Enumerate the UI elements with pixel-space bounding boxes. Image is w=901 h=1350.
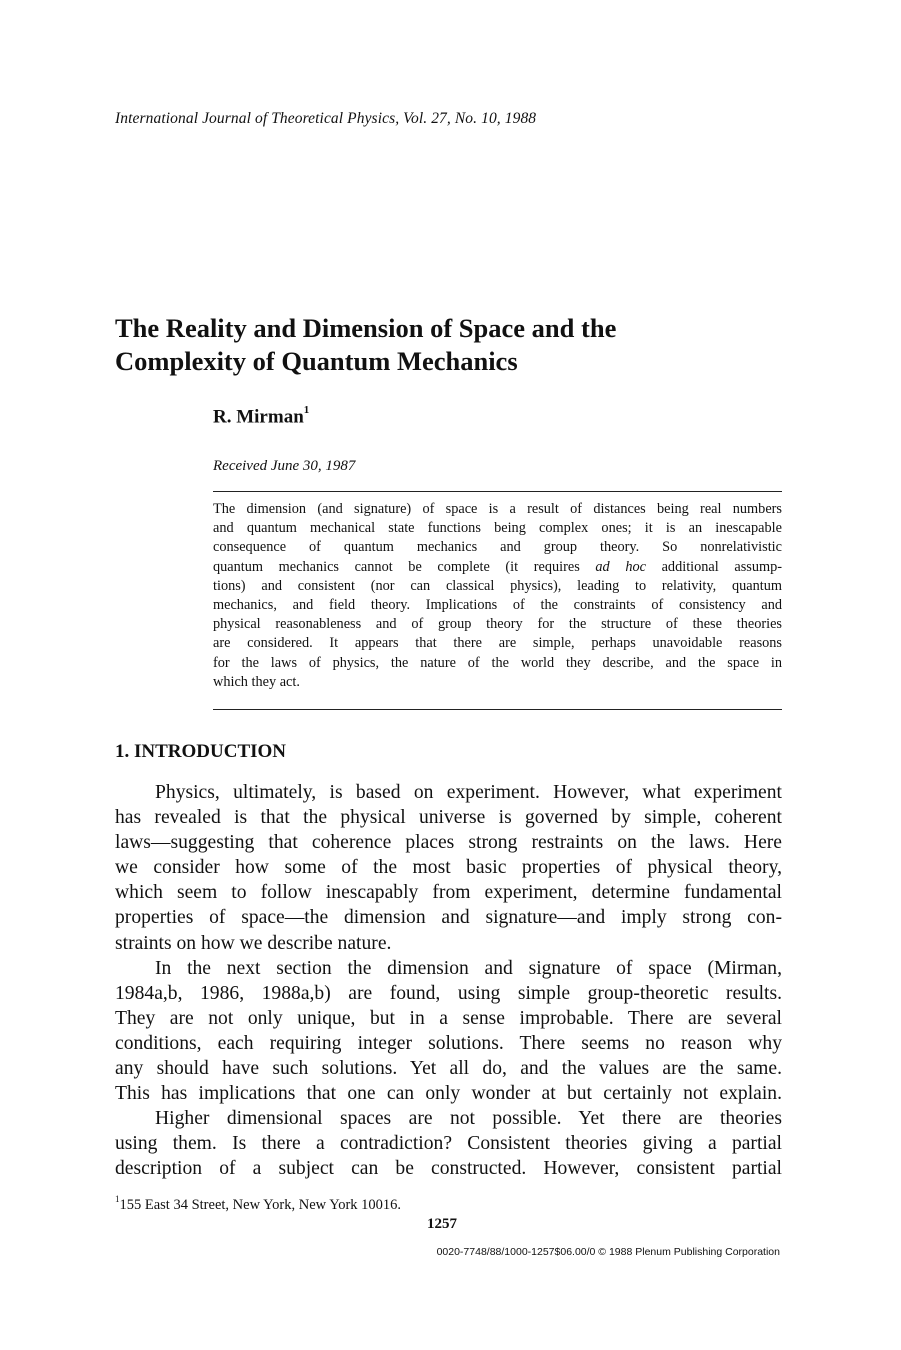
- body-line: In the next section the dimension and signature of space (Mirman,: [155, 957, 782, 979]
- journal-citation: International Journal of Theoretical Physics, Vol. 27, No. 10, 1988: [115, 110, 537, 127]
- body-line: description of a subject can be constructed. However, consistent partial: [115, 1158, 782, 1180]
- body-line: any should have such solutions. Yet all do, and the values are the same.: [115, 1058, 782, 1080]
- abstract-line: tions) and consistent (nor can classical physics), leading to relativity, quantum: [213, 577, 782, 594]
- body-text: [115, 780, 782, 1182]
- received-date: Received June 30, 1987: [213, 458, 356, 474]
- footnote-text: 155 East 34 Street, New York, New York 10016.: [119, 1196, 402, 1213]
- footnote-marker: 1: [115, 1194, 120, 1204]
- author-name: R. Mirman: [213, 406, 304, 428]
- body-line: 1984a,b, 1986, 1988a,b) are found, using simple group-theoretic results.: [115, 982, 782, 1004]
- body-line: properties of space—the dimension and signature—and imply strong con-: [115, 907, 782, 929]
- body-line: has revealed is that the physical universe is governed by simple, coherent: [115, 807, 782, 829]
- paper-title: [115, 312, 815, 378]
- copyright-line: 0020-7748/88/1000-1257$06.00/0 © 1988 Plenum Publishing Corporation: [436, 1246, 780, 1258]
- author: [213, 406, 309, 428]
- body-line: using them. Is there a contradiction? Consistent theories giving a partial: [115, 1133, 782, 1155]
- body-line: This has implications that one can only wonder at but certainly not explain.: [115, 1083, 782, 1105]
- body-line: They are not only unique, but in a sense improbable. There are several: [115, 1007, 782, 1029]
- abstract-line: and quantum mechanical state functions being complex ones; it is an inescapable: [213, 520, 782, 537]
- body-line: conditions, each requiring integer solutions. There seems no reason why: [115, 1032, 782, 1054]
- body-line: laws—suggesting that coherence places strong restraints on the laws. Here: [115, 832, 782, 854]
- page-number: 1257: [427, 1216, 457, 1232]
- body-line: Physics, ultimately, is based on experiment. However, what experiment: [155, 782, 782, 803]
- abstract-line: for the laws of physics, the nature of the world they describe, and the space in: [213, 654, 782, 671]
- section-heading: 1. INTRODUCTION: [115, 741, 287, 762]
- abstract-line: consequence of quantum mechanics and group theory. So nonrelativistic: [213, 539, 782, 556]
- abstract-top-rule: [213, 491, 782, 492]
- body-line: which seem to follow inescapably from experiment, determine fundamental: [115, 882, 782, 904]
- author-footnote-marker: 1: [303, 404, 310, 416]
- footnote: [115, 1195, 401, 1214]
- abstract-line: physical reasonableness and of group theory for the structure of these theories: [213, 616, 782, 633]
- abstract-bottom-rule: [213, 709, 782, 710]
- abstract-line: quantum mechanics cannot be complete (it requires ad hoc additional assump-: [213, 558, 783, 575]
- title-line: Complexity of Quantum Mechanics: [115, 346, 518, 376]
- title-line: The Reality and Dimension of Space and the: [115, 313, 617, 343]
- abstract: [213, 500, 782, 692]
- body-line: we consider how some of the most basic properties of physical theory,: [115, 857, 782, 879]
- body-line: straints on how we describe nature.: [115, 932, 392, 954]
- abstract-line: which they act.: [213, 673, 300, 690]
- abstract-line: are considered. It appears that there are simple, perhaps unavoidable reasons: [213, 635, 782, 652]
- abstract-line: mechanics, and field theory. Implications of the constraints of consistency and: [213, 596, 782, 613]
- abstract-line: The dimension (and signature) of space is a result of distances being real numbers: [213, 501, 782, 517]
- body-line: Higher dimensional spaces are not possible. Yet there are theories: [155, 1108, 782, 1130]
